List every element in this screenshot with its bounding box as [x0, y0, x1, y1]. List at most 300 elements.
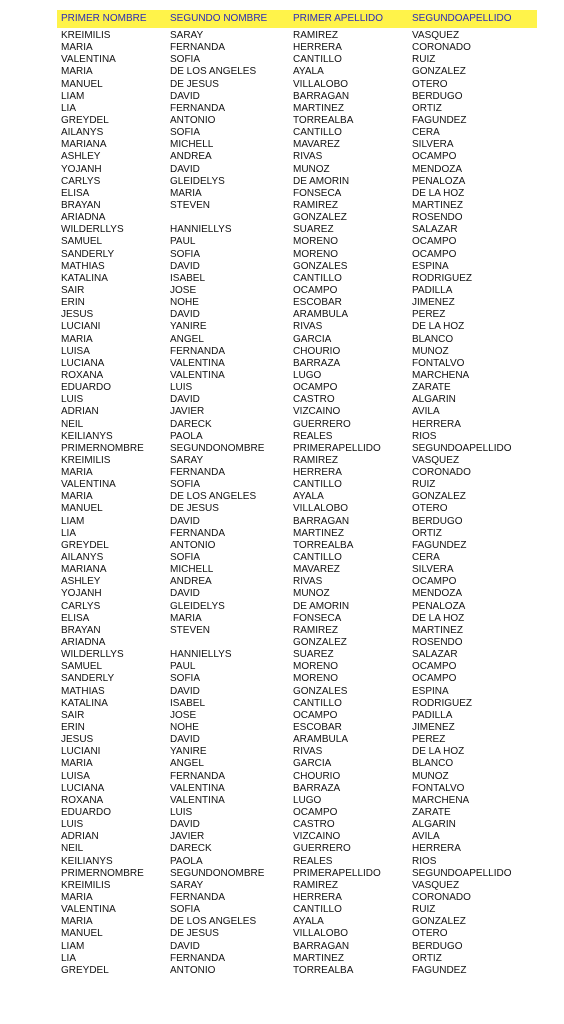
- cell-segundo-nombre: HANNIELLYS: [170, 224, 232, 236]
- table-row: [57, 856, 537, 868]
- cell-segundo-nombre: FERNANDA: [170, 952, 226, 964]
- cell-primer-nombre: MARIANA: [61, 139, 107, 151]
- cell-primer-apellido: RAMIREZ: [293, 624, 338, 636]
- cell-primer-nombre: MATHIAS: [61, 685, 105, 697]
- cell-segundo-nombre: YANIRE: [170, 321, 207, 333]
- cell-primer-apellido: CASTRO: [293, 819, 335, 831]
- table-row: [57, 91, 537, 103]
- cell-segundo-nombre: SARAY: [170, 879, 204, 891]
- cell-segundo-nombre: ISABEL: [170, 272, 206, 284]
- cell-segundo-nombre: DE JESUS: [170, 503, 219, 515]
- cell-primer-apellido: GUERRERO: [293, 843, 351, 855]
- table-row: [57, 261, 537, 273]
- table-row: [57, 710, 537, 722]
- cell-segundo-nombre: ANTONIO: [170, 539, 216, 551]
- table-row: [57, 79, 537, 91]
- table-row: [57, 795, 537, 807]
- table-row: [57, 176, 537, 188]
- cell-segundo-apellido: GONZALEZ: [412, 916, 466, 928]
- cell-primer-nombre: EDUARDO: [61, 382, 112, 394]
- cell-primer-nombre: LIAM: [61, 515, 85, 527]
- cell-segundo-nombre: FERNANDA: [170, 770, 226, 782]
- cell-segundo-apellido: SEGUNDOAPELLIDO: [412, 442, 512, 454]
- cell-segundo-nombre: SOFIA: [170, 248, 201, 260]
- table-row: [57, 892, 537, 904]
- cell-segundo-nombre: ANTONIO: [170, 114, 216, 126]
- cell-primer-nombre: BRAYAN: [61, 624, 101, 636]
- cell-primer-nombre: MANUEL: [61, 78, 103, 90]
- table-row: [57, 297, 537, 309]
- cell-primer-apellido: OCAMPO: [293, 284, 338, 296]
- table-row: [57, 346, 537, 358]
- table-row: [57, 661, 537, 673]
- cell-segundo-nombre: HANNIELLYS: [170, 649, 232, 661]
- cell-segundo-nombre: ANDREA: [170, 151, 212, 163]
- cell-segundo-apellido: OTERO: [412, 503, 448, 515]
- cell-segundo-apellido: ORTIZ: [412, 952, 442, 964]
- cell-primer-nombre: JESUS: [61, 309, 94, 321]
- table-row: [57, 746, 537, 758]
- cell-primer-apellido: GUERRERO: [293, 418, 351, 430]
- cell-segundo-apellido: PADILLA: [412, 709, 453, 721]
- cell-primer-nombre: LIAM: [61, 940, 85, 952]
- table-row: [57, 431, 537, 443]
- cell-segundo-apellido: RODRIGUEZ: [412, 272, 472, 284]
- cell-primer-nombre: KEILIANYS: [61, 430, 113, 442]
- cell-segundo-nombre: DE JESUS: [170, 928, 219, 940]
- cell-segundo-apellido: PADILLA: [412, 284, 453, 296]
- table-row: [57, 965, 537, 977]
- cell-primer-apellido: CANTILLO: [293, 697, 342, 709]
- table-row: [57, 588, 537, 600]
- cell-segundo-nombre: SOFIA: [170, 552, 201, 564]
- cell-segundo-apellido: ZARATE: [412, 807, 451, 818]
- cell-primer-nombre: ERIN: [61, 297, 85, 309]
- cell-segundo-nombre: JAVIER: [170, 831, 205, 843]
- table-row: [57, 698, 537, 710]
- cell-segundo-nombre: JAVIER: [170, 406, 205, 418]
- cell-segundo-nombre: FERNANDA: [170, 42, 226, 54]
- cell-primer-nombre: YOJANH: [61, 163, 102, 175]
- cell-segundo-nombre: SEGUNDONOMBRE: [170, 442, 265, 454]
- cell-segundo-apellido: ORTIZ: [412, 102, 442, 114]
- table-row: [57, 370, 537, 382]
- cell-primer-nombre: ARIADNA: [61, 637, 106, 649]
- cell-segundo-apellido: JIMENEZ: [412, 297, 455, 309]
- cell-primer-nombre: AILANYS: [61, 127, 104, 139]
- cell-segundo-apellido: RODRIGUEZ: [412, 697, 472, 709]
- cell-segundo-nombre: DE LOS ANGELES: [170, 916, 257, 928]
- cell-primer-apellido: AYALA: [293, 491, 324, 503]
- cell-primer-apellido: RAMIREZ: [293, 30, 338, 41]
- cell-primer-nombre: KATALINA: [61, 697, 108, 709]
- cell-primer-nombre: SANDERLY: [61, 248, 115, 260]
- cell-primer-nombre: MATHIAS: [61, 260, 105, 272]
- cell-primer-nombre: ROXANA: [61, 369, 104, 381]
- cell-segundo-apellido: ALGARIN: [412, 819, 456, 831]
- cell-primer-apellido: DE AMORIN: [293, 175, 350, 187]
- cell-segundo-nombre: FERNANDA: [170, 891, 226, 903]
- cell-segundo-apellido: PEÑALOZA: [412, 600, 466, 612]
- cell-primer-nombre: SAMUEL: [61, 661, 103, 673]
- table-row: [57, 212, 537, 224]
- table-row: [57, 880, 537, 892]
- cell-segundo-nombre: LUIS: [170, 382, 193, 394]
- cell-segundo-apellido: JIMENEZ: [412, 722, 455, 734]
- cell-primer-apellido: MORENO: [293, 236, 338, 248]
- cell-primer-apellido: CANTILLO: [293, 54, 342, 66]
- cell-segundo-apellido: BERDUGO: [412, 940, 463, 952]
- cell-segundo-nombre: [170, 637, 293, 649]
- cell-primer-apellido: RIVAS: [293, 151, 323, 163]
- header-segundo-apellido: SEGUNDOAPELLIDO: [412, 13, 512, 24]
- cell-primer-apellido: MUÑOZ: [293, 163, 330, 175]
- cell-primer-nombre: LUIS: [61, 394, 84, 406]
- cell-primer-apellido: MARTINEZ: [293, 102, 344, 114]
- cell-primer-nombre: GREYDEL: [61, 964, 109, 976]
- table-row: [57, 601, 537, 613]
- cell-primer-nombre: LUCIANI: [61, 321, 101, 333]
- cell-segundo-apellido: ALGARIN: [412, 394, 456, 406]
- cell-segundo-nombre: JOSE: [170, 709, 197, 721]
- cell-primer-nombre: ARIADNA: [61, 212, 106, 224]
- cell-segundo-nombre: ISABEL: [170, 697, 206, 709]
- cell-primer-apellido: ARAMBULA: [293, 309, 349, 321]
- cell-segundo-nombre: YANIRE: [170, 746, 207, 758]
- table-row: [57, 552, 537, 564]
- cell-segundo-apellido: OTERO: [412, 928, 448, 940]
- table-row: [57, 115, 537, 127]
- cell-primer-apellido: RIVAS: [293, 746, 323, 758]
- cell-primer-apellido: VIZCAINO: [293, 831, 341, 843]
- cell-segundo-apellido: OCAMPO: [412, 236, 457, 248]
- cell-primer-nombre: LUISA: [61, 345, 90, 357]
- table-row: [57, 734, 537, 746]
- table-row: [57, 758, 537, 770]
- cell-primer-nombre: MARIA: [61, 491, 93, 503]
- cell-segundo-apellido: PEREZ: [412, 734, 446, 746]
- cell-primer-apellido: BARRAGAN: [293, 515, 350, 527]
- cell-segundo-apellido: DE LA HOZ: [412, 321, 465, 333]
- cell-segundo-nombre: SEGUNDONOMBRE: [170, 867, 265, 879]
- cell-primer-apellido: REALES: [293, 430, 333, 442]
- cell-primer-apellido: FONSECA: [293, 187, 342, 199]
- cell-primer-nombre: ADRIAN: [61, 406, 99, 418]
- cell-primer-apellido: CHOURIO: [293, 770, 341, 782]
- cell-segundo-apellido: SALAZAR: [412, 649, 458, 661]
- table-row: [57, 249, 537, 261]
- cell-segundo-apellido: CERA: [412, 127, 440, 139]
- table-row: [57, 103, 537, 115]
- cell-primer-apellido: MORENO: [293, 248, 338, 260]
- cell-segundo-nombre: GLEIDELYS: [170, 175, 225, 187]
- cell-segundo-apellido: DE LA HOZ: [412, 187, 465, 199]
- table-row: [57, 625, 537, 637]
- cell-segundo-nombre: STEVEN: [170, 624, 211, 636]
- cell-segundo-nombre: DAVID: [170, 734, 200, 746]
- cell-segundo-nombre: FERNANDA: [170, 467, 226, 479]
- cell-primer-apellido: BARRAGAN: [293, 940, 350, 952]
- cell-segundo-apellido: VASQUEZ: [412, 454, 460, 466]
- cell-segundo-apellido: VASQUEZ: [412, 30, 460, 41]
- cell-segundo-apellido: BLANCO: [412, 758, 454, 770]
- cell-primer-apellido: ESCOBAR: [293, 297, 342, 309]
- table-row: [57, 783, 537, 795]
- cell-segundo-nombre: MICHELL: [170, 564, 214, 576]
- cell-primer-apellido: MAVAREZ: [293, 564, 340, 576]
- cell-segundo-nombre: VALENTINA: [170, 369, 225, 381]
- cell-primer-nombre: LUCIANA: [61, 357, 105, 369]
- table-row: [57, 904, 537, 916]
- cell-primer-nombre: MARIANA: [61, 564, 107, 576]
- cell-primer-apellido: MUÑOZ: [293, 588, 330, 600]
- table-row: [57, 443, 537, 455]
- cell-primer-apellido: ARAMBULA: [293, 734, 349, 746]
- cell-segundo-apellido: MARCHENA: [412, 794, 470, 806]
- cell-segundo-apellido: HERRERA: [412, 418, 461, 430]
- cell-primer-nombre: KATALINA: [61, 272, 108, 284]
- cell-segundo-apellido: RUIZ: [412, 904, 436, 916]
- cell-segundo-apellido: PEÑALOZA: [412, 175, 466, 187]
- cell-primer-nombre: LUCIANA: [61, 782, 105, 794]
- names-table: [57, 10, 537, 977]
- cell-primer-apellido: GARCIA: [293, 333, 332, 345]
- cell-primer-apellido: AYALA: [293, 916, 324, 928]
- cell-primer-nombre: CARLYS: [61, 175, 101, 187]
- table-row: [57, 406, 537, 418]
- cell-primer-nombre: NEIL: [61, 418, 84, 430]
- cell-primer-apellido: MARTINEZ: [293, 952, 344, 964]
- cell-primer-apellido: VILLALOBO: [293, 503, 349, 515]
- cell-primer-apellido: CANTILLO: [293, 904, 342, 916]
- cell-primer-nombre: CARLYS: [61, 600, 101, 612]
- cell-primer-apellido: LUGO: [293, 369, 322, 381]
- table-row: [57, 382, 537, 394]
- cell-primer-nombre: MARIA: [61, 891, 93, 903]
- cell-primer-nombre: NEIL: [61, 843, 84, 855]
- cell-primer-nombre: ADRIAN: [61, 831, 99, 843]
- table-row: [57, 819, 537, 831]
- cell-segundo-apellido: RUIZ: [412, 54, 436, 66]
- cell-primer-apellido: VILLALOBO: [293, 928, 349, 940]
- cell-segundo-apellido: MENDOZA: [412, 163, 462, 175]
- cell-segundo-apellido: PEREZ: [412, 309, 446, 321]
- cell-primer-apellido: RIVAS: [293, 321, 323, 333]
- cell-primer-nombre: SAMUEL: [61, 236, 103, 248]
- cell-primer-nombre: PRIMERNOMBRE: [61, 442, 144, 454]
- cell-segundo-apellido: RUIZ: [412, 479, 436, 491]
- cell-segundo-apellido: ORTIZ: [412, 527, 442, 539]
- cell-segundo-apellido: HERRERA: [412, 843, 461, 855]
- cell-segundo-nombre: DAVID: [170, 819, 200, 831]
- cell-primer-apellido: CANTILLO: [293, 127, 342, 139]
- table-row: [57, 309, 537, 321]
- cell-primer-nombre: KREIMILIS: [61, 879, 111, 891]
- table-header-row: [57, 10, 537, 28]
- cell-primer-nombre: VALENTINA: [61, 479, 116, 491]
- cell-primer-apellido: REALES: [293, 855, 333, 867]
- cell-segundo-apellido: ZARATE: [412, 382, 451, 394]
- cell-segundo-apellido: ESPINA: [412, 685, 449, 697]
- cell-primer-apellido: VIZCAINO: [293, 406, 341, 418]
- table-row: [57, 491, 537, 503]
- cell-segundo-nombre: MICHELL: [170, 139, 214, 151]
- cell-primer-apellido: PRIMERAPELLIDO: [293, 442, 381, 454]
- cell-primer-nombre: LUISA: [61, 770, 90, 782]
- cell-primer-nombre: WILDERLLYS: [61, 224, 124, 236]
- cell-segundo-apellido: MARTINEZ: [412, 199, 463, 211]
- cell-primer-nombre: MARIA: [61, 66, 93, 78]
- cell-segundo-nombre: DE JESUS: [170, 78, 219, 90]
- cell-primer-nombre: MARIA: [61, 758, 93, 770]
- table-body: [57, 30, 537, 977]
- cell-segundo-nombre: DAVID: [170, 90, 200, 102]
- table-row: [57, 66, 537, 78]
- table-row: [57, 394, 537, 406]
- cell-primer-apellido: CANTILLO: [293, 272, 342, 284]
- cell-segundo-apellido: SILVERA: [412, 139, 454, 151]
- cell-segundo-nombre: SOFIA: [170, 904, 201, 916]
- cell-segundo-nombre: DAVID: [170, 685, 200, 697]
- cell-segundo-apellido: GONZALEZ: [412, 491, 466, 503]
- cell-segundo-apellido: SALAZAR: [412, 224, 458, 236]
- cell-segundo-apellido: OCAMPO: [412, 661, 457, 673]
- table-row: [57, 528, 537, 540]
- cell-segundo-nombre: PAUL: [170, 661, 196, 673]
- cell-segundo-apellido: MUÑOZ: [412, 345, 449, 357]
- table-row: [57, 868, 537, 880]
- cell-segundo-apellido: OCAMPO: [412, 673, 457, 685]
- cell-primer-apellido: RAMIREZ: [293, 454, 338, 466]
- cell-primer-apellido: OCAMPO: [293, 709, 338, 721]
- cell-segundo-apellido: FAGUNDEZ: [412, 114, 467, 126]
- cell-segundo-apellido: RIOS: [412, 855, 437, 867]
- cell-segundo-nombre: SARAY: [170, 30, 204, 41]
- cell-segundo-nombre: ANTONIO: [170, 964, 216, 976]
- cell-segundo-apellido: OCAMPO: [412, 151, 457, 163]
- cell-segundo-nombre: GLEIDELYS: [170, 600, 225, 612]
- cell-segundo-nombre: STEVEN: [170, 199, 211, 211]
- table-row: [57, 224, 537, 236]
- cell-primer-nombre: ASHLEY: [61, 151, 101, 163]
- cell-segundo-apellido: SEGUNDOAPELLIDO: [412, 867, 512, 879]
- cell-primer-nombre: ROXANA: [61, 794, 104, 806]
- cell-primer-nombre: MARIA: [61, 467, 93, 479]
- table-row: [57, 540, 537, 552]
- table-row: [57, 807, 537, 819]
- cell-primer-nombre: LUCIANI: [61, 746, 101, 758]
- cell-primer-nombre: AILANYS: [61, 552, 104, 564]
- table-row: [57, 273, 537, 285]
- cell-primer-nombre: BRAYAN: [61, 199, 101, 211]
- cell-segundo-apellido: MUÑOZ: [412, 770, 449, 782]
- header-segundo-nombre: SEGUNDO NOMBRE: [170, 13, 268, 24]
- cell-primer-nombre: MARIA: [61, 42, 93, 54]
- cell-primer-apellido: BARRAGAN: [293, 90, 350, 102]
- cell-segundo-apellido: DE LA HOZ: [412, 612, 465, 624]
- cell-primer-apellido: HERRERA: [293, 467, 342, 479]
- cell-primer-apellido: TORREALBA: [293, 964, 354, 976]
- cell-primer-nombre: MANUEL: [61, 503, 103, 515]
- table-row: [57, 686, 537, 698]
- table-row: [57, 771, 537, 783]
- cell-segundo-apellido: CORONADO: [412, 42, 471, 54]
- cell-segundo-apellido: OCAMPO: [412, 248, 457, 260]
- cell-primer-apellido: MORENO: [293, 661, 338, 673]
- table-row: [57, 722, 537, 734]
- cell-primer-nombre: PRIMERNOMBRE: [61, 867, 144, 879]
- table-row: [57, 516, 537, 528]
- cell-segundo-apellido: BERDUGO: [412, 90, 463, 102]
- cell-primer-nombre: SAIR: [61, 284, 85, 296]
- cell-segundo-apellido: ROSENDO: [412, 212, 463, 224]
- table-row: [57, 164, 537, 176]
- cell-segundo-nombre: SARAY: [170, 454, 204, 466]
- table-row: [57, 564, 537, 576]
- cell-primer-apellido: GONZALEZ: [293, 637, 347, 649]
- cell-primer-apellido: FONSECA: [293, 612, 342, 624]
- cell-segundo-nombre: DAVID: [170, 309, 200, 321]
- cell-segundo-nombre: SOFIA: [170, 127, 201, 139]
- cell-primer-apellido: CANTILLO: [293, 479, 342, 491]
- cell-primer-apellido: MORENO: [293, 673, 338, 685]
- cell-segundo-nombre: DAVID: [170, 940, 200, 952]
- table-row: [57, 455, 537, 467]
- cell-segundo-nombre: DAVID: [170, 260, 200, 272]
- cell-segundo-nombre: ANDREA: [170, 576, 212, 588]
- cell-primer-apellido: AYALA: [293, 66, 324, 78]
- cell-segundo-nombre: LUIS: [170, 807, 193, 818]
- cell-primer-nombre: MARIA: [61, 916, 93, 928]
- cell-segundo-nombre: DAVID: [170, 394, 200, 406]
- table-row: [57, 236, 537, 248]
- cell-segundo-apellido: GONZALEZ: [412, 66, 466, 78]
- cell-segundo-apellido: BERDUGO: [412, 515, 463, 527]
- table-row: [57, 941, 537, 953]
- cell-primer-apellido: HERRERA: [293, 42, 342, 54]
- cell-primer-nombre: LIAM: [61, 90, 85, 102]
- table-row: [57, 151, 537, 163]
- cell-primer-nombre: JESUS: [61, 734, 94, 746]
- table-row: [57, 358, 537, 370]
- table-row: [57, 285, 537, 297]
- table-row: [57, 576, 537, 588]
- cell-primer-nombre: ERIN: [61, 722, 85, 734]
- cell-primer-apellido: MAVAREZ: [293, 139, 340, 151]
- cell-primer-nombre: GREYDEL: [61, 539, 109, 551]
- cell-primer-nombre: KREIMILIS: [61, 454, 111, 466]
- table-row: [57, 503, 537, 515]
- cell-primer-apellido: GARCIA: [293, 758, 332, 770]
- table-row: [57, 200, 537, 212]
- cell-segundo-nombre: PAOLA: [170, 430, 203, 442]
- cell-segundo-apellido: ESPINA: [412, 260, 449, 272]
- cell-segundo-apellido: BLANCO: [412, 333, 454, 345]
- table-row: [57, 649, 537, 661]
- cell-segundo-nombre: FERNANDA: [170, 527, 226, 539]
- cell-segundo-nombre: MARIA: [170, 187, 202, 199]
- cell-segundo-nombre: ANGEL: [170, 758, 204, 770]
- cell-primer-nombre: LUIS: [61, 819, 84, 831]
- cell-segundo-nombre: JOSE: [170, 284, 197, 296]
- table-row: [57, 831, 537, 843]
- cell-segundo-apellido: FONTALVO: [412, 357, 465, 369]
- cell-primer-nombre: VALENTINA: [61, 904, 116, 916]
- cell-primer-nombre: EDUARDO: [61, 807, 112, 818]
- cell-primer-apellido: RAMIREZ: [293, 199, 338, 211]
- cell-primer-nombre: KREIMILIS: [61, 30, 111, 41]
- cell-primer-nombre: LIA: [61, 952, 77, 964]
